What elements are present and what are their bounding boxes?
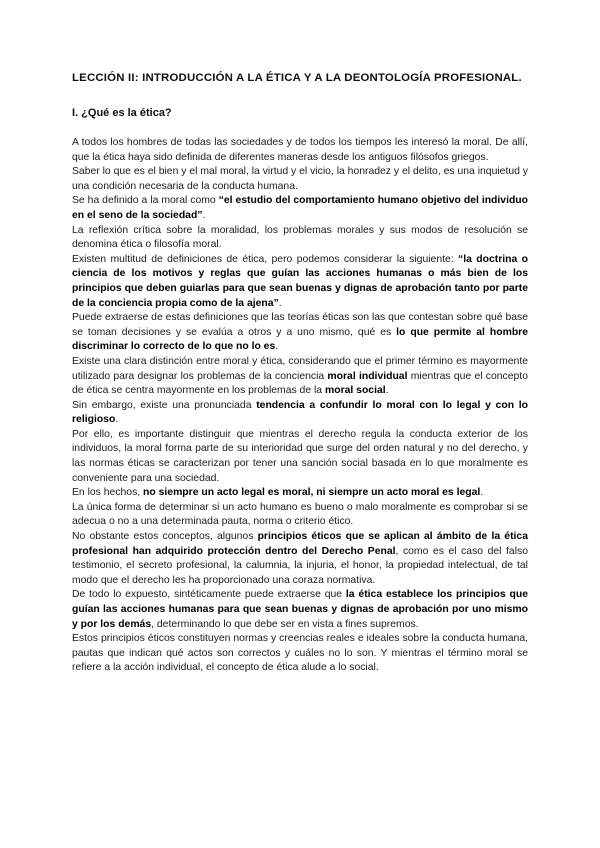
paragraph (72, 311, 528, 355)
text-run: . (115, 414, 119, 426)
text-run: La reflexión crítica sobre la moralidad, los problemas morales y sus modos de resolución se denomina ética o filosofía moral. (72, 224, 528, 251)
paragraph (72, 428, 528, 486)
bold-text: moral social (324, 385, 386, 397)
bold-text: principios éticos que se aplican al ámbito de la ética profesional han adquirido protección dentro del Derecho Penal (72, 531, 528, 557)
paragraph (72, 588, 528, 632)
paragraph (72, 501, 528, 530)
text-run: No obstante estos conceptos, algunos (72, 531, 258, 543)
bold-text: moral individual (327, 370, 408, 382)
paragraph (72, 165, 528, 194)
text-run: De todo lo expuesto, sintéticamente puede extraerse que (72, 589, 346, 601)
document-content (72, 70, 528, 676)
paragraph (72, 632, 528, 676)
text-run: Se ha definido a la moral como (72, 195, 219, 207)
text-run: . (480, 487, 484, 499)
section-heading: I. ¿Qué es la ética? (72, 107, 172, 119)
text-run: Existen multitud de definiciones de ética, pero podemos considerar la siguiente: (72, 253, 459, 265)
text-run: , como es el caso del falso testimonio, el secreto profesional, la calumnia, la injuria, el honor, la propiedad intelectual, de tal modo que el derecho les ha proporcionado una coraza normativa. (72, 545, 528, 586)
text-run: . (275, 341, 279, 353)
text-run: Puede extraerse de estas definiciones que las teorías éticas son las que contestan sobre qué base se toman decisiones y se evalúa a otros y a uno mismo, qué es (72, 312, 528, 338)
text-run: , determinando lo que debe ser en vista a fines supremos. (151, 618, 419, 630)
text-run: Estos principios éticos constituyen normas y creencias reales e ideales sobre la conducta humana, pautas que indican qué actos son correctos y cuáles no lo son. Y mientras el término moral se refiere a la acción individual, el concepto de ética alude a lo social. (72, 633, 528, 674)
bold-text: lo que permite al hombre discriminar lo correcto de lo que no lo es (72, 326, 529, 353)
bold-text: “la doctrina o ciencia de los motivos y reglas que guían las acciones humanas o más bien de los principios que deben guiarlas para que sean buenas y dignas de aprobación tanto por parte de la conciencia propia como de la ajena” (72, 253, 528, 309)
text-run: La única forma de determinar si un acto humano es bueno o malo moralmente es comprobar si se adecua o no a una determinada pauta, norma o criterio ético. (72, 501, 528, 528)
bold-text: la ética establece los principios que guían las acciones humanas para que sean buenas y dignas de aprobación por uno mismo y por los demás (72, 589, 528, 630)
paragraph (72, 136, 528, 165)
text-run: Sin embargo, existe una pronunciada (72, 399, 257, 411)
lesson-title: LECCIÓN II: INTRODUCCIÓN A LA ÉTICA Y A LA DEONTOLOGÍA PROFESIONAL. (72, 72, 522, 84)
bold-text: tendencia a confundir lo moral con lo legal y con lo religioso (72, 399, 528, 426)
paragraph (72, 530, 528, 588)
paragraph (72, 355, 528, 399)
paragraph (72, 253, 528, 311)
text-run: Existe una clara distinción entre moral y ética, considerando que el primer término es mayormente utilizado para designar los problemas de la conciencia (72, 355, 528, 382)
text-run: mientras que el concepto de ética se centra mayormente en los problemas de la (72, 370, 528, 397)
text-run: Saber lo que es el bien y el mal moral, la virtud y el vicio, la honradez y el delito, es una inquietud y una condición necesaria de la conducta humana. (72, 166, 528, 192)
text-run: . (278, 297, 282, 309)
text-run: En los hechos, (72, 487, 144, 499)
text-run: . (385, 385, 389, 397)
text-run: A todos los hombres de todas las sociedades y de todos los tiempos les interesó la moral. De allí, que la ética haya sido definida de diferentes maneras desde los antiguos filósofos griegos. (72, 137, 528, 163)
text-run: Por ello, es importante distinguir que mientras el derecho regula la conducta exterior de los individuos, la moral forma parte de su interioridad que surge del orden natural y no del derecho, y las normas éticas se caracterizan por tener una sanción social basada en lo que moralmente es conveniente para una sociedad. (72, 428, 528, 484)
body-text (72, 136, 528, 676)
paragraph (72, 224, 528, 253)
paragraph (72, 486, 528, 501)
paragraph (72, 399, 528, 428)
bold-text: no siempre un acto legal es moral, ni siempre un acto moral es legal (143, 487, 481, 499)
bold-text: “el estudio del comportamiento humano objetivo del individuo en el seno de la sociedad” (72, 195, 528, 221)
text-run: . (202, 209, 206, 221)
paragraph (72, 194, 528, 223)
